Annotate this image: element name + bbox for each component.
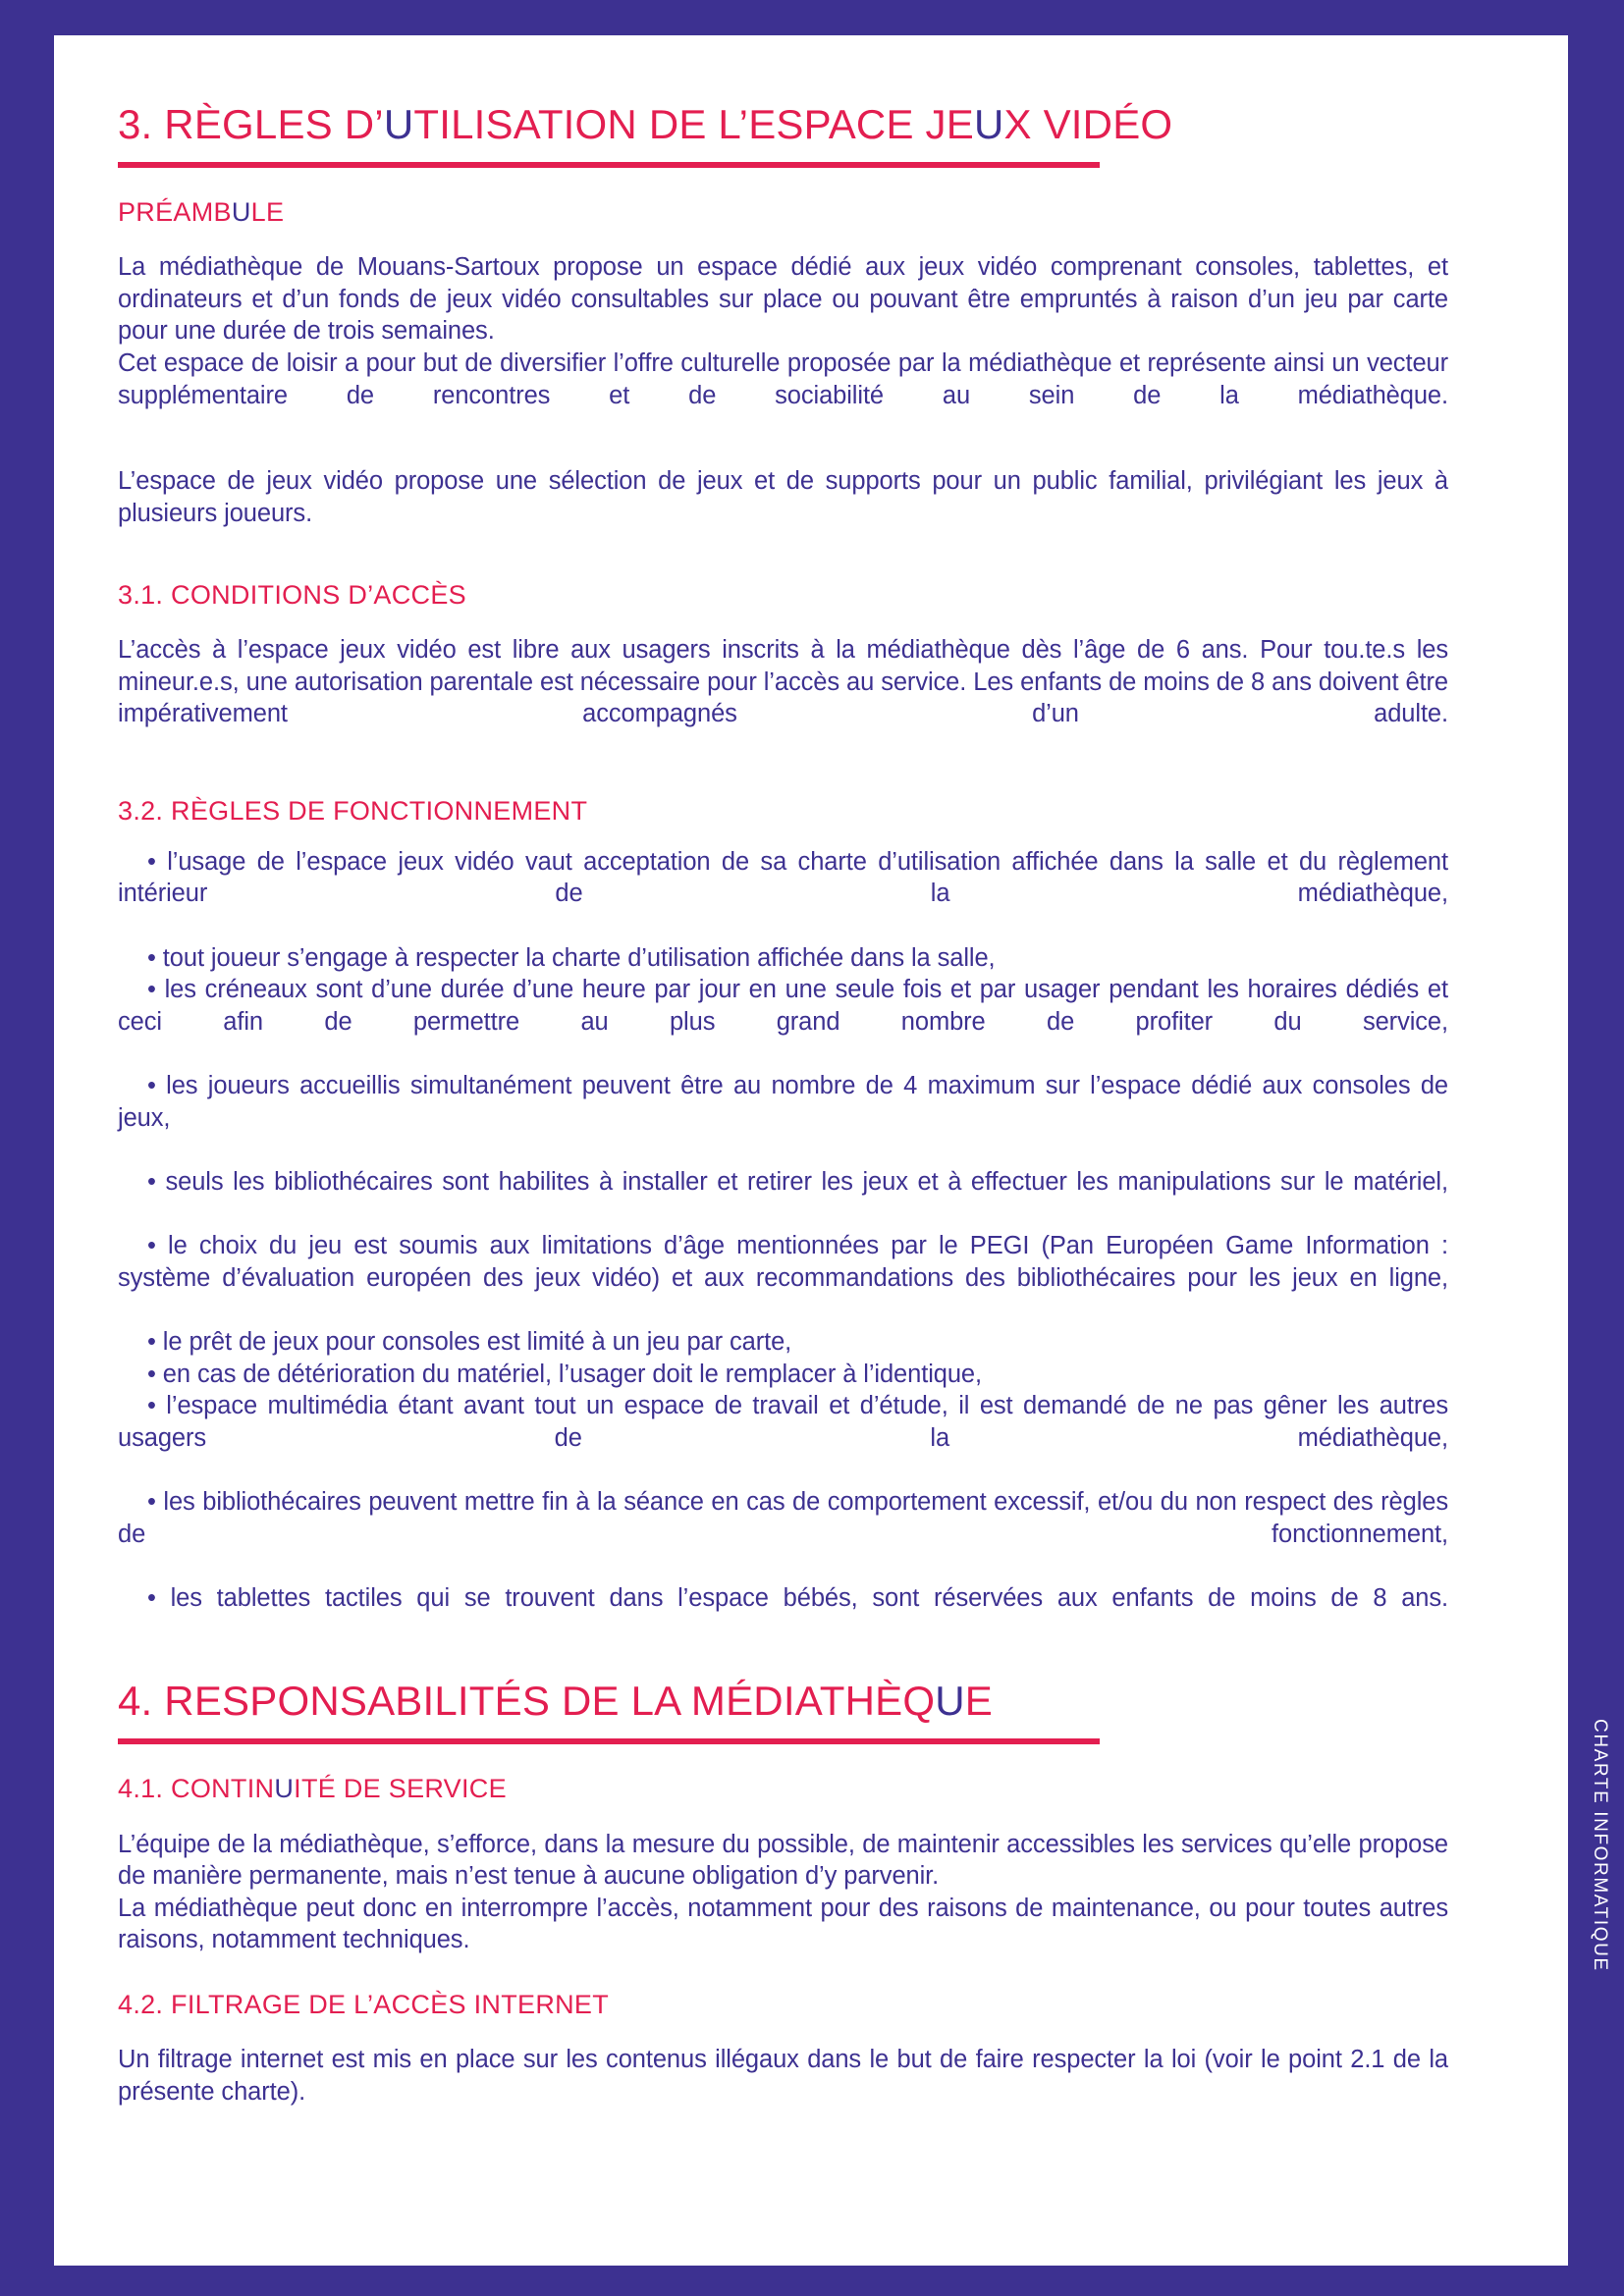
- heading-glyph: LE: [250, 197, 285, 228]
- subsection-4-1-paragraph-1: L’équipe de la médiathèque, s’efforce, dans la mesure du possible, de maintenir accessibles les services qu’elle propose de manière permanente, mais n’est tenue à aucune obligation d’y parvenir.: [118, 1830, 1448, 1891]
- heading-glyph: ITÉ DE SERVICE: [294, 1774, 507, 1804]
- heading-glyph: TILISATION DE L’ESPACE JE: [413, 101, 974, 147]
- subsection-3-1-heading: 3.1. CONDITIONS D’ACCÈS: [118, 580, 466, 611]
- heading-glyph: 3. RÈGLES D’: [118, 101, 384, 147]
- preamble-paragraph-3: L’espace de jeux vidéo propose une sélection de jeux et de supports pour un public familial, privilégiant les jeux à plusieurs joueurs.: [118, 466, 1448, 527]
- heading-glyph-alt: U: [231, 197, 251, 228]
- section-3-title: [118, 103, 1448, 146]
- list-item: • le choix du jeu est soumis aux limitations d’âge mentionnées par le PEGI (Pan Européen Game Information : système d’évaluation européen des jeux vidéo) et aux recommandations des bibliothécaires pour les jeux en ligne,: [118, 1232, 1448, 1292]
- list-item: • les créneaux sont d’une durée d’une heure par jour en une seule fois et par usager pendant les horaires dédiés et ceci afin de permettre au plus grand nombre de profiter du service,: [118, 976, 1448, 1036]
- heading-glyph: X VIDÉO: [1003, 101, 1173, 147]
- section-3-rule: [118, 162, 1100, 168]
- vertical-side-label: CHARTE INFORMATIQUE: [1590, 1719, 1610, 1972]
- section-4-title: [118, 1680, 1448, 1723]
- list-item: • les bibliothécaires peuvent mettre fin à la séance en cas de comportement excessif, et/ou du non respect des règles de fonctionnement,: [118, 1488, 1448, 1548]
- subsection-4-2-heading: 4.2. FILTRAGE DE L’ACCÈS INTERNET: [118, 1990, 610, 2019]
- section-4-rule: [118, 1738, 1100, 1744]
- list-item: • les joueurs accueillis simultanément peuvent être au nombre de 4 maximum sur l’espace dédié aux consoles de jeux,: [118, 1072, 1448, 1132]
- heading-glyph: PRÉAMB: [118, 197, 232, 228]
- subsection-3-1-paragraph: L’accès à l’espace jeux vidéo est libre aux usagers inscrits à la médiathèque dès l’âge de 6 ans. Pour tou.te.s les mineur.e.s, une autorisation parentale est nécessaire pour l’accès au service. Les enfants de moins de 8 ans doivent être impérativement accompagnés d’un adulte.: [118, 636, 1448, 728]
- heading-glyph-alt: U: [935, 1678, 965, 1725]
- heading-glyph: 4.1. CONTIN: [118, 1774, 275, 1804]
- rules-bullet-list: [118, 846, 1448, 1647]
- document-content: [118, 103, 1448, 2108]
- subsection-4-2-paragraph: Un filtrage internet est mis en place sur les contenus illégaux dans le but de faire respecter la loi (voir le point 2.1 de la présente charte).: [118, 2046, 1448, 2106]
- heading-glyph-alt: U: [973, 101, 1004, 147]
- list-item: • l’espace multimédia étant avant tout un espace de travail et d’étude, il est demandé de ne pas gêner les autres usagers de la médiathèque,: [118, 1392, 1448, 1452]
- list-item: • tout joueur s’engage à respecter la charte d’utilisation affichée dans la salle,: [147, 943, 996, 972]
- subsection-4-1-paragraph-2: La médiathèque peut donc en interrompre l’accès, notamment pour des raisons de maintenance, ou pour toutes autres raisons, notamment techniques.: [118, 1894, 1448, 1954]
- list-item: • l’usage de l’espace jeux vidéo vaut acceptation de sa charte d’utilisation affichée dans la salle et du règlement intérieur de la médiathèque,: [118, 847, 1448, 908]
- heading-glyph: 4. RESPONSABILITÉS DE LA MÉDIATHÈQ: [118, 1678, 936, 1725]
- subsection-3-2-heading: 3.2. RÈGLES DE FONCTIONNEMENT: [118, 795, 588, 826]
- heading-glyph-alt: U: [274, 1774, 295, 1804]
- heading-glyph: E: [964, 1678, 994, 1725]
- heading-glyph-alt: U: [383, 101, 414, 147]
- list-item: • le prêt de jeux pour consoles est limité à un jeu par carte,: [147, 1328, 792, 1357]
- subsection-4-1-heading: [118, 1774, 1448, 1804]
- list-item: • les tablettes tactiles qui se trouvent dans l’espace bébés, sont réservées aux enfants de moins de 8 ans.: [147, 1584, 1448, 1613]
- list-item: • seuls les bibliothécaires sont habilites à installer et retirer les jeux et à effectuer les manipulations sur le matériel,: [147, 1167, 1448, 1196]
- list-item: • en cas de détérioration du matériel, l’usager doit le remplacer à l’identique,: [147, 1360, 982, 1388]
- preamble-paragraph-1: La médiathèque de Mouans-Sartoux propose un espace dédié aux jeux vidéo comprenant consoles, tablettes, et ordinateurs et d’un fonds de jeux vidéo consultables sur place ou pouvant être empruntés à raison d’un jeu par carte pour une durée de trois semaines.: [118, 253, 1448, 346]
- preamble-paragraph-2: Cet espace de loisir a pour but de diversifier l’offre culturelle proposée par la médiathèque et représente ainsi un vecteur supplémentaire de rencontres et de sociabilité au sein de la médiathèque.: [118, 349, 1448, 409]
- preamble-heading: [118, 197, 1448, 228]
